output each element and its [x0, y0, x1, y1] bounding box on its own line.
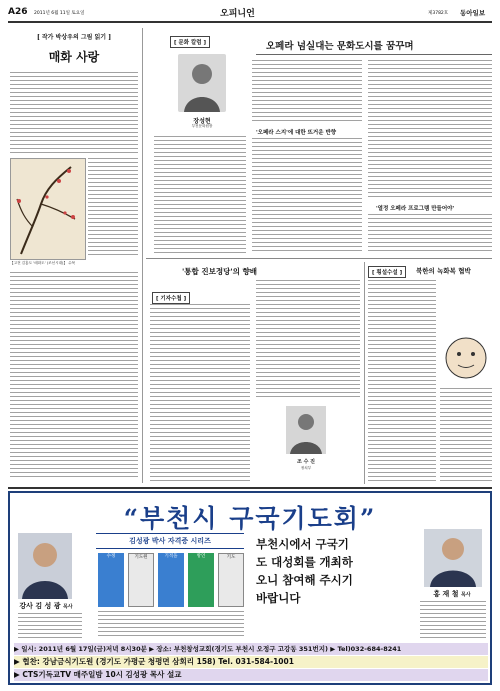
- page-header: [8, 6, 492, 20]
- body-col-1: [154, 136, 246, 254]
- person-icon: [18, 533, 72, 599]
- body-col-3: [368, 60, 492, 198]
- section-title: 오피니언: [220, 9, 255, 19]
- author-title: 부천문화원장: [191, 124, 213, 128]
- speaker-photo-right: [424, 529, 482, 587]
- speaker-name: 홍 재 철: [433, 590, 459, 598]
- editorial-illustration: [440, 332, 492, 384]
- column-divider: [142, 28, 143, 483]
- author-name: 장성현: [193, 118, 211, 125]
- book-title: 기도원: [134, 555, 148, 560]
- prayer-meeting-ad: [8, 491, 492, 685]
- note-title: '통합 진보정당'의 향배: [182, 267, 258, 276]
- body-text-right-of-image: [88, 158, 138, 258]
- note-body-left: [150, 304, 250, 482]
- speaker-suffix: 목사: [460, 592, 471, 598]
- column-label: [ 문화 칼럼 ]: [170, 36, 210, 48]
- ad-headline-line: 오니 참여해 주시기: [256, 573, 353, 587]
- mid-rule: [146, 258, 492, 259]
- subheading-2: '열정 오페라 프로그램 만들어야': [376, 206, 455, 212]
- ad-info-bar-date: ▶ 일시: 2011년 6월 17일(금)저녁 8시30분 ▶ 장소: 부천창성교회(경기도 부천시 오정구 고강동 351번지) ▶ Tel)032-684-8241: [14, 643, 488, 655]
- book-cover: [128, 553, 154, 607]
- page-number: A26: [8, 7, 28, 17]
- ad-headline-line: 도 대성회를 개최하: [256, 555, 353, 569]
- speaker-suffix: 목사: [62, 604, 73, 610]
- ad-headline-line: 바랍니다: [256, 591, 301, 605]
- book-cover: [98, 553, 124, 607]
- speaker-role: 강사: [19, 602, 33, 610]
- culture-column: [146, 28, 492, 258]
- paper-name: 동아일보: [460, 9, 486, 17]
- article-title: 매화 사랑: [48, 50, 100, 64]
- ad-info-bar-sponsor: ▶ 협찬: 강남금식기도원 (경기도 가평군 청평면 삼회리 158) Tel. 031-584-1001: [14, 656, 488, 668]
- speaker-label-left: [16, 601, 76, 611]
- person-icon: [178, 54, 226, 112]
- person-icon: [424, 529, 482, 587]
- editorial-body: [368, 280, 436, 482]
- book-cover: [158, 553, 184, 607]
- editorial-body-right: [440, 388, 492, 482]
- person-icon: [286, 406, 326, 454]
- book-title: 방언: [196, 554, 206, 559]
- book-cover: [218, 553, 244, 607]
- note-body-right: [256, 280, 360, 400]
- body-col-3b: [368, 214, 492, 254]
- issue-number: 제3782호: [428, 11, 449, 16]
- speaker-bio-left: [18, 613, 82, 639]
- reporter-dept: 정치부: [300, 466, 312, 470]
- photo-caption: 【고전 김홍도 '매화도' (조선시대)】 수묵: [10, 261, 76, 265]
- ad-top-rule: [8, 487, 492, 489]
- speaker-bio-right: [420, 601, 486, 641]
- series-band: 김성광 박사 자격증 시리즈: [96, 533, 244, 549]
- plum-blossom-painting: [11, 159, 85, 259]
- headline: 오페라 넘실대는 문화도시를 꿈꾸며: [266, 41, 414, 52]
- reporter-name: 조 수 진: [297, 459, 315, 465]
- book-title: 수정: [106, 554, 116, 559]
- body-text: [10, 72, 138, 154]
- painting-image: [10, 158, 86, 260]
- body-col-2b: [252, 138, 362, 254]
- subheading-1: '오페라 스지'에 대한 뜨거운 반향: [256, 130, 337, 136]
- body-col-2: [252, 60, 362, 124]
- ad-headline-line: 부천시에서 구국기: [256, 537, 349, 551]
- header-rule: [8, 21, 492, 23]
- editorial: [368, 262, 492, 484]
- author-photo: [178, 54, 226, 112]
- column-divider-2: [364, 262, 365, 484]
- reporter-note: [146, 262, 362, 484]
- speaker-photo-left: [18, 533, 72, 599]
- ad-main-title: “부천시 구국기도회”: [123, 504, 377, 533]
- speaker-label-right: [414, 589, 490, 599]
- body-text-lower: [10, 272, 138, 480]
- issue-date: 2011년 6월 11일 토요일: [34, 11, 85, 16]
- reporter-photo: [286, 406, 326, 454]
- ad-info-bar-tv: ▶ CTS기독교TV 매주일밤 10시 김성광 목사 설교: [14, 669, 488, 681]
- note-label: [ 기자수첩 ]: [152, 292, 190, 304]
- book-row: [98, 553, 244, 607]
- left-column: [10, 28, 138, 483]
- cartoon-face-icon: [440, 332, 492, 384]
- book-title: 기적을: [164, 554, 178, 559]
- book-cover: [188, 553, 214, 607]
- ad-headline: [256, 535, 406, 607]
- speaker-name: 김 성 광: [35, 602, 61, 610]
- editorial-title: 북한의 녹화복 협박: [416, 267, 471, 275]
- book-info: [98, 611, 244, 639]
- series-title: [ 작가 박상우의 그림 읽기 ]: [36, 34, 112, 41]
- headline-rule: [256, 54, 492, 55]
- editorial-label: [ 횡설수설 ]: [368, 266, 406, 278]
- book-title: 기도: [226, 555, 236, 560]
